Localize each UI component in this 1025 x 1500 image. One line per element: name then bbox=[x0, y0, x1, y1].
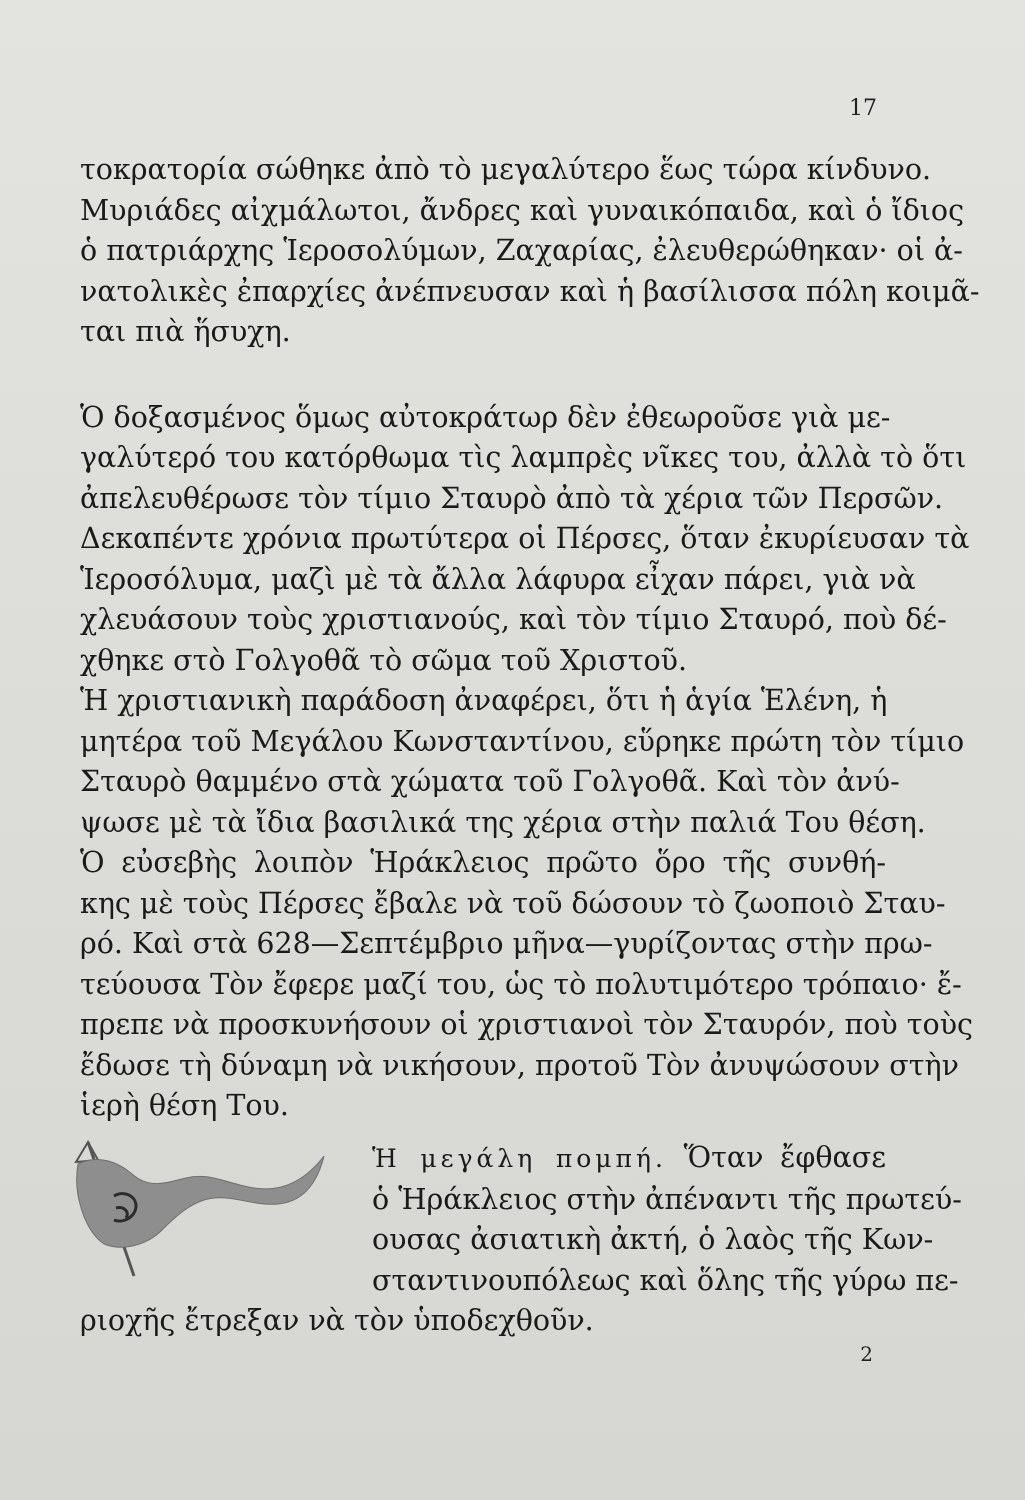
text-line: Μυριάδες αἰχμάλωτοι, ἄνδρες καὶ γυναικόπαιδα, καὶ ὁ ἴδιος bbox=[80, 193, 965, 227]
text-line: Ὁ εὐσεβὴς λοιπὸν Ἡράκλειος πρῶτο ὅρο τῆς συνθή- bbox=[80, 846, 886, 879]
text-line: νατολικὲς ἐπαρχίες ἀνέπνευσαν καὶ ἡ βασίλισσα πόλη κοιμᾶ- bbox=[80, 274, 980, 308]
text-line: χλευάσουν τοὺς χριστιανούς, καὶ τὸν τίμιο Σταυρό, ποὺ δέ- bbox=[80, 603, 947, 636]
text-line: Ὁ δοξασμένος ὅμως αὐτοκράτωρ δὲν ἐθεωροῦσε γιὰ με- bbox=[80, 400, 891, 434]
text-line: Σταυρὸ θαμμένο στὰ χώματα τοῦ Γολγοθᾶ. Καὶ τὸν ἀνύ- bbox=[80, 765, 900, 798]
paragraph-1 bbox=[80, 150, 980, 353]
text-line: Ἡ χριστιανικὴ παράδοση ἀναφέρει, ὅτι ἡ ἁγία Ἑλένη, ἡ bbox=[80, 684, 888, 717]
paragraph-2 bbox=[80, 398, 970, 682]
text-line: ἔδωσε τὴ δύναμη νὰ νικήσουν, προτοῦ Τὸν ἀνυψώσουν στὴν bbox=[80, 1048, 959, 1082]
text-line: ὁ Ἡράκλειος στὴν ἀπέναντι τῆς πρωτεύ- bbox=[372, 1182, 962, 1216]
text-line: κης μὲ τοὺς Πέρσες ἔβαλε νὰ τοῦ δώσουν τὸ ζωοποιὸ Σταυ- bbox=[80, 886, 946, 920]
text-line: πρεπε νὰ προσκυνήσουν οἱ χριστιανοὶ τὸν Σταυρόν, ποὺ τοὺς bbox=[80, 1008, 973, 1041]
text-line: σταντινουπόλεως καὶ ὅλης τῆς γύρω πε- bbox=[372, 1263, 959, 1297]
main-text bbox=[80, 150, 980, 1127]
text-line: ὁ πατριάρχης Ἱεροσολύμων, Ζαχαρίας, ἐλευθερώθηκαν· οἱ ἀ- bbox=[80, 234, 963, 267]
paragraph-gap bbox=[80, 353, 886, 398]
text-line: τεύουσα Τὸν ἔφερε μαζί του, ὡς τὸ πολυτιμότερο τρόπαιο· ἔ- bbox=[80, 967, 962, 1001]
text-line: ρό. Καὶ στὰ 628—Σεπτέμβριο μῆνα—γυρίζοντας στὴν πρω- bbox=[80, 927, 933, 960]
signature-number: 2 bbox=[860, 1342, 873, 1366]
section-heading: Ἡ μεγάλη πομπή. bbox=[372, 1144, 667, 1173]
text-line: ται πιὰ ἥσυχη. bbox=[80, 315, 291, 348]
section-block bbox=[80, 1138, 962, 1342]
text-line: Ἱεροσόλυμα, μαζὶ μὲ τὰ ἄλλα λάφυρα εἶχαν πάρει, γιὰ νὰ bbox=[80, 562, 916, 596]
paragraph-3 bbox=[80, 681, 965, 843]
text-line: γαλύτερό του κατόρθωμα τὶς λαμπρὲς νῖκες του, ἀλλὰ τὸ ὅτι bbox=[80, 441, 967, 474]
text-line: Δεκαπέντε χρόνια πρωτύτερα οἱ Πέρσες, ὅταν ἐκυρίευσαν τὰ bbox=[80, 522, 970, 555]
section-first-line-rest: Ὅταν ἔφθασε bbox=[683, 1141, 886, 1174]
paragraph-4 bbox=[80, 843, 973, 1127]
section-full-lines bbox=[80, 1301, 886, 1342]
text-line: ἱερὴ θέση Του. bbox=[80, 1089, 289, 1122]
text-line: χθηκε στὸ Γολγοθᾶ τὸ σῶμα τοῦ Χριστοῦ. bbox=[80, 643, 688, 677]
text-line: ἀπελευθέρωσε τὸν τίμιο Σταυρὸ ἀπὸ τὰ χέρια τῶν Περσῶν. bbox=[80, 481, 944, 515]
text-line: ριοχῆς ἔτρεξαν νὰ τὸν ὑποδεχθοῦν. bbox=[80, 1304, 594, 1337]
text-line: μητέρα τοῦ Μεγάλου Κωνσταντίνου, εὕρηκε πρώτη τὸν τίμιο bbox=[80, 724, 965, 758]
text-line: τοκρατορία σώθηκε ἀπὸ τὸ μεγαλύτερο ἕως τώρα κίνδυνο. bbox=[80, 153, 932, 186]
text-line: ψωσε μὲ τὰ ἴδια βασιλικά της χέρια στὴν παλιά Του θέση. bbox=[80, 805, 926, 839]
section-first-line bbox=[372, 1138, 886, 1180]
page-number: 17 bbox=[849, 96, 877, 121]
section-indented-lines bbox=[372, 1138, 962, 1301]
text-line: ουσας ἀσιατικὴ ἀκτή, ὁ λαὸς τῆς Κων- bbox=[372, 1223, 934, 1256]
